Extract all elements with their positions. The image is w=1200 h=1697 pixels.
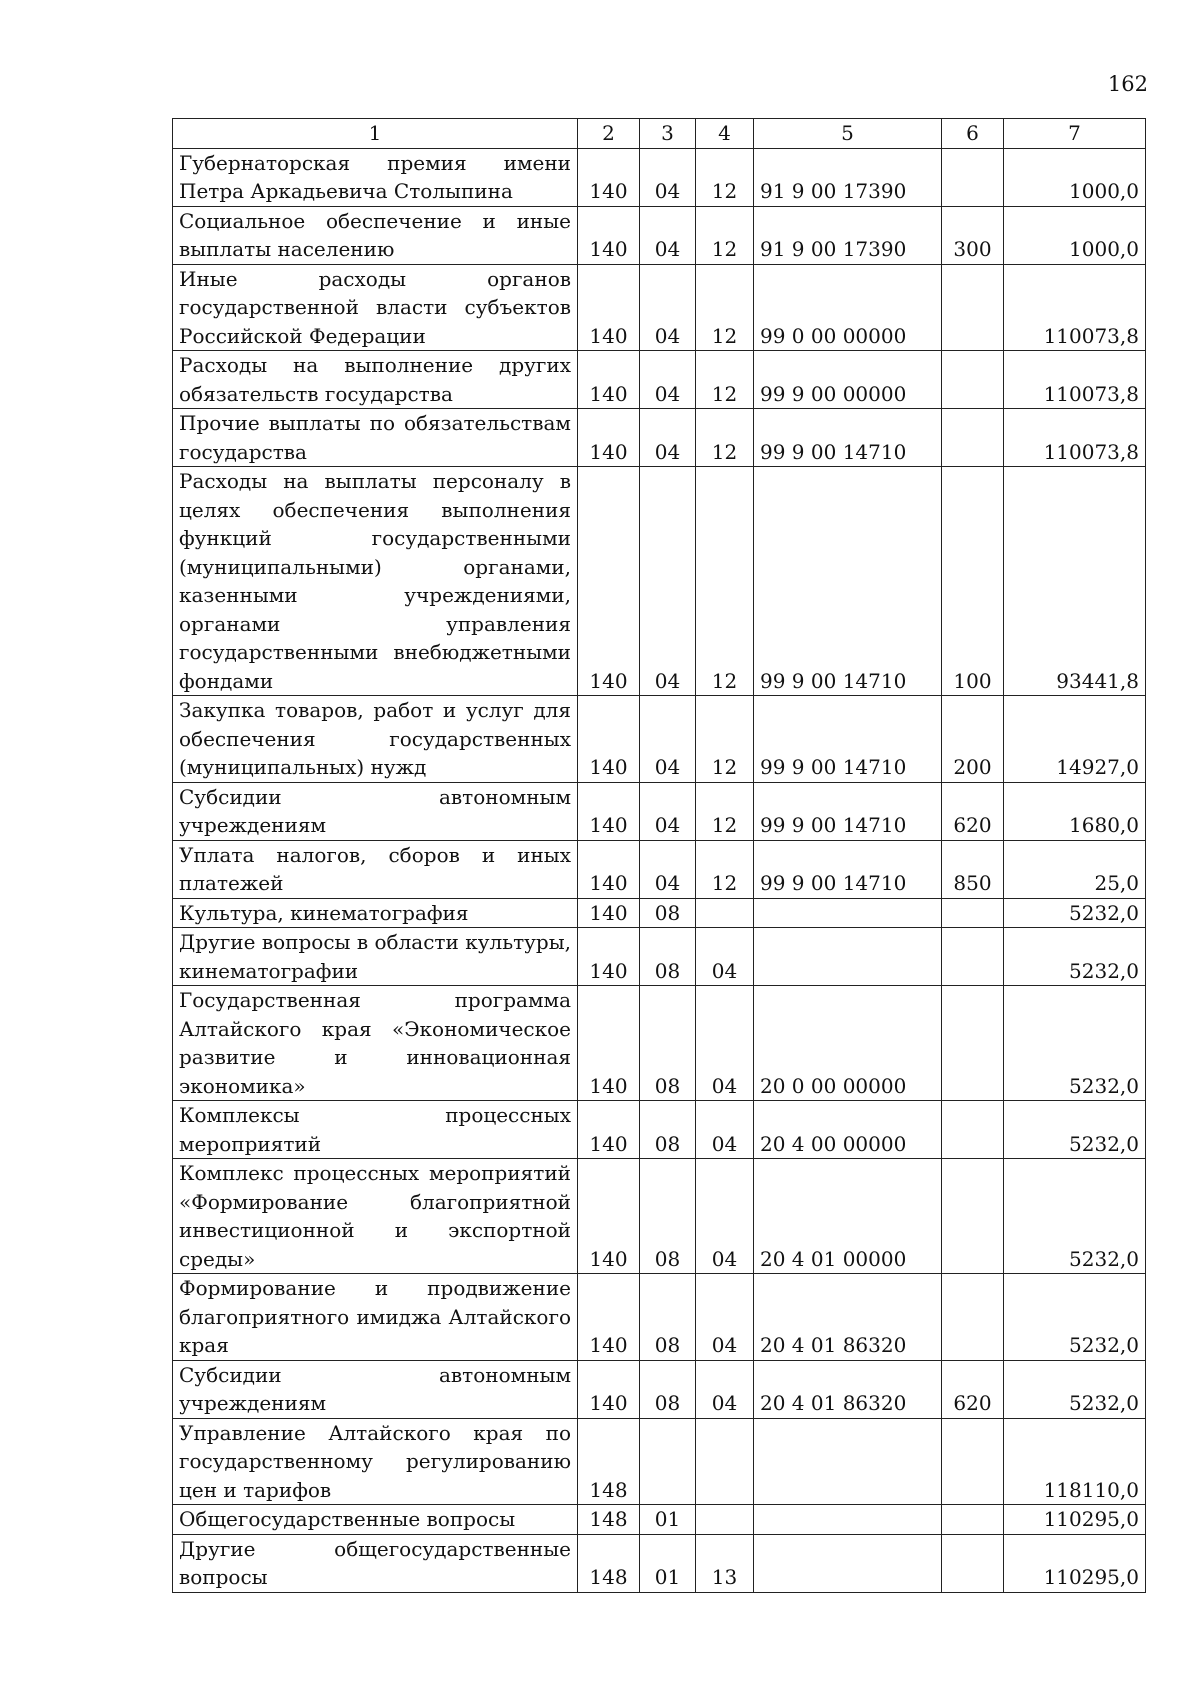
row-section: 01 <box>640 1534 696 1592</box>
row-target-item: 99 9 00 14710 <box>754 409 942 467</box>
row-admin-code: 140 <box>578 986 640 1101</box>
row-target-item: 20 4 00 00000 <box>754 1101 942 1159</box>
row-admin-code: 140 <box>578 1360 640 1418</box>
row-admin-code: 140 <box>578 1274 640 1361</box>
row-subsection: 12 <box>696 696 754 783</box>
page-number: 162 <box>1107 72 1148 96</box>
table-row <box>173 148 1146 206</box>
row-name: Общегосударственные вопросы <box>173 1505 578 1535</box>
row-name: Закупка товаров, работ и услуг для обеспечения государственных (муниципальных) нужд <box>173 696 578 783</box>
table-body <box>173 148 1146 1592</box>
row-expense-type: 850 <box>942 840 1004 898</box>
row-amount: 110073,8 <box>1004 351 1146 409</box>
row-admin-code: 140 <box>578 840 640 898</box>
row-name: Комплекс процессных мероприятий «Формирование благоприятной инвестиционной и экспортной среды» <box>173 1159 578 1274</box>
row-name: Комплексы процессных мероприятий <box>173 1101 578 1159</box>
row-name: Государственная программа Алтайского края «Экономическое развитие и инновационная экономика» <box>173 986 578 1101</box>
row-subsection: 04 <box>696 986 754 1101</box>
row-expense-type <box>942 264 1004 351</box>
row-expense-type <box>942 148 1004 206</box>
row-expense-type <box>942 1505 1004 1535</box>
row-name: Прочие выплаты по обязательствам государства <box>173 409 578 467</box>
row-section: 08 <box>640 1159 696 1274</box>
row-admin-code: 140 <box>578 898 640 928</box>
row-section: 01 <box>640 1505 696 1535</box>
table-row <box>173 264 1146 351</box>
row-name: Культура, кинематография <box>173 898 578 928</box>
row-section: 08 <box>640 1101 696 1159</box>
row-amount: 110295,0 <box>1004 1505 1146 1535</box>
table-row <box>173 1159 1146 1274</box>
row-section: 08 <box>640 1360 696 1418</box>
row-subsection: 12 <box>696 467 754 696</box>
table-row <box>173 1360 1146 1418</box>
row-target-item: 20 0 00 00000 <box>754 986 942 1101</box>
row-subsection: 04 <box>696 1274 754 1361</box>
row-target-item: 99 9 00 14710 <box>754 696 942 783</box>
row-amount: 14927,0 <box>1004 696 1146 783</box>
row-target-item <box>754 1418 942 1505</box>
row-name: Формирование и продвижение благоприятного имиджа Алтайского края <box>173 1274 578 1361</box>
column-header-2: 2 <box>578 119 640 149</box>
row-expense-type <box>942 1534 1004 1592</box>
row-expense-type <box>942 986 1004 1101</box>
row-target-item: 99 9 00 14710 <box>754 840 942 898</box>
row-target-item: 20 4 01 86320 <box>754 1274 942 1361</box>
row-target-item <box>754 898 942 928</box>
row-name: Губернаторская премия имени Петра Аркадьевича Столыпина <box>173 148 578 206</box>
row-amount: 110073,8 <box>1004 409 1146 467</box>
table-row <box>173 1418 1146 1505</box>
row-section: 08 <box>640 1274 696 1361</box>
table-row <box>173 1274 1146 1361</box>
row-admin-code: 148 <box>578 1418 640 1505</box>
row-subsection: 04 <box>696 1360 754 1418</box>
row-section: 04 <box>640 782 696 840</box>
row-admin-code: 140 <box>578 351 640 409</box>
row-target-item: 20 4 01 00000 <box>754 1159 942 1274</box>
row-amount: 5232,0 <box>1004 898 1146 928</box>
row-expense-type <box>942 1101 1004 1159</box>
table-row <box>173 696 1146 783</box>
column-header-4: 4 <box>696 119 754 149</box>
row-amount: 25,0 <box>1004 840 1146 898</box>
table-row <box>173 351 1146 409</box>
table-row <box>173 1101 1146 1159</box>
row-section: 04 <box>640 351 696 409</box>
table-row <box>173 409 1146 467</box>
table-row <box>173 898 1146 928</box>
row-admin-code: 140 <box>578 467 640 696</box>
row-amount: 110295,0 <box>1004 1534 1146 1592</box>
row-section: 04 <box>640 840 696 898</box>
table-row <box>173 782 1146 840</box>
row-expense-type: 200 <box>942 696 1004 783</box>
row-subsection: 12 <box>696 148 754 206</box>
row-amount: 118110,0 <box>1004 1418 1146 1505</box>
row-expense-type: 100 <box>942 467 1004 696</box>
row-target-item: 99 0 00 00000 <box>754 264 942 351</box>
row-admin-code: 140 <box>578 409 640 467</box>
row-amount: 5232,0 <box>1004 1159 1146 1274</box>
row-amount: 5232,0 <box>1004 1274 1146 1361</box>
row-subsection: 12 <box>696 840 754 898</box>
row-subsection <box>696 898 754 928</box>
row-admin-code: 140 <box>578 264 640 351</box>
row-admin-code: 140 <box>578 928 640 986</box>
row-name: Иные расходы органов государственной власти субъектов Российской Федерации <box>173 264 578 351</box>
row-subsection: 12 <box>696 206 754 264</box>
row-admin-code: 148 <box>578 1505 640 1535</box>
row-amount: 93441,8 <box>1004 467 1146 696</box>
row-section: 08 <box>640 928 696 986</box>
row-name: Управление Алтайского края по государственному регулированию цен и тарифов <box>173 1418 578 1505</box>
table-row <box>173 467 1146 696</box>
column-header-5: 5 <box>754 119 942 149</box>
row-subsection: 13 <box>696 1534 754 1592</box>
row-target-item <box>754 1505 942 1535</box>
row-admin-code: 140 <box>578 1101 640 1159</box>
row-expense-type: 300 <box>942 206 1004 264</box>
row-section: 08 <box>640 986 696 1101</box>
row-subsection: 12 <box>696 264 754 351</box>
row-section <box>640 1418 696 1505</box>
table-row <box>173 206 1146 264</box>
row-name: Социальное обеспечение и иные выплаты населению <box>173 206 578 264</box>
row-amount: 5232,0 <box>1004 986 1146 1101</box>
row-section: 04 <box>640 264 696 351</box>
header-row <box>173 119 1146 149</box>
table-row <box>173 928 1146 986</box>
row-section: 04 <box>640 409 696 467</box>
row-admin-code: 140 <box>578 206 640 264</box>
row-target-item <box>754 928 942 986</box>
budget-table <box>172 118 1146 1593</box>
column-header-6: 6 <box>942 119 1004 149</box>
column-header-3: 3 <box>640 119 696 149</box>
row-target-item: 99 9 00 14710 <box>754 467 942 696</box>
row-section: 04 <box>640 148 696 206</box>
row-admin-code: 140 <box>578 696 640 783</box>
row-admin-code: 140 <box>578 782 640 840</box>
row-amount: 1000,0 <box>1004 206 1146 264</box>
row-expense-type: 620 <box>942 782 1004 840</box>
row-name: Другие общегосударственные вопросы <box>173 1534 578 1592</box>
row-subsection: 04 <box>696 1101 754 1159</box>
row-name: Субсидии автономным учреждениям <box>173 1360 578 1418</box>
row-expense-type <box>942 351 1004 409</box>
row-expense-type: 620 <box>942 1360 1004 1418</box>
table-row <box>173 986 1146 1101</box>
table-row <box>173 840 1146 898</box>
table-row <box>173 1505 1146 1535</box>
row-amount: 1680,0 <box>1004 782 1146 840</box>
row-target-item: 99 9 00 14710 <box>754 782 942 840</box>
row-expense-type <box>942 1274 1004 1361</box>
row-expense-type <box>942 928 1004 986</box>
row-name: Расходы на выплаты персоналу в целях обеспечения выполнения функций государственными (муниципальными) органами, казенными учреждениями, органами управления государственными внебюджетными фондами <box>173 467 578 696</box>
row-name: Расходы на выполнение других обязательств государства <box>173 351 578 409</box>
column-header-1: 1 <box>173 119 578 149</box>
row-amount: 5232,0 <box>1004 1101 1146 1159</box>
row-admin-code: 148 <box>578 1534 640 1592</box>
row-admin-code: 140 <box>578 1159 640 1274</box>
row-section: 04 <box>640 467 696 696</box>
row-amount: 5232,0 <box>1004 928 1146 986</box>
row-subsection <box>696 1418 754 1505</box>
row-name: Уплата налогов, сборов и иных платежей <box>173 840 578 898</box>
table-row <box>173 1534 1146 1592</box>
row-subsection: 04 <box>696 1159 754 1274</box>
row-target-item: 99 9 00 00000 <box>754 351 942 409</box>
row-section: 08 <box>640 898 696 928</box>
row-expense-type <box>942 1418 1004 1505</box>
row-expense-type <box>942 898 1004 928</box>
row-target-item: 91 9 00 17390 <box>754 148 942 206</box>
row-target-item <box>754 1534 942 1592</box>
row-amount: 5232,0 <box>1004 1360 1146 1418</box>
row-expense-type <box>942 409 1004 467</box>
column-header-7: 7 <box>1004 119 1146 149</box>
row-subsection: 04 <box>696 928 754 986</box>
row-admin-code: 140 <box>578 148 640 206</box>
row-amount: 1000,0 <box>1004 148 1146 206</box>
row-section: 04 <box>640 206 696 264</box>
row-subsection: 12 <box>696 409 754 467</box>
row-subsection <box>696 1505 754 1535</box>
row-target-item: 20 4 01 86320 <box>754 1360 942 1418</box>
row-expense-type <box>942 1159 1004 1274</box>
row-section: 04 <box>640 696 696 783</box>
row-subsection: 12 <box>696 351 754 409</box>
row-amount: 110073,8 <box>1004 264 1146 351</box>
row-subsection: 12 <box>696 782 754 840</box>
row-name: Другие вопросы в области культуры, кинематографии <box>173 928 578 986</box>
row-target-item: 91 9 00 17390 <box>754 206 942 264</box>
row-name: Субсидии автономным учреждениям <box>173 782 578 840</box>
